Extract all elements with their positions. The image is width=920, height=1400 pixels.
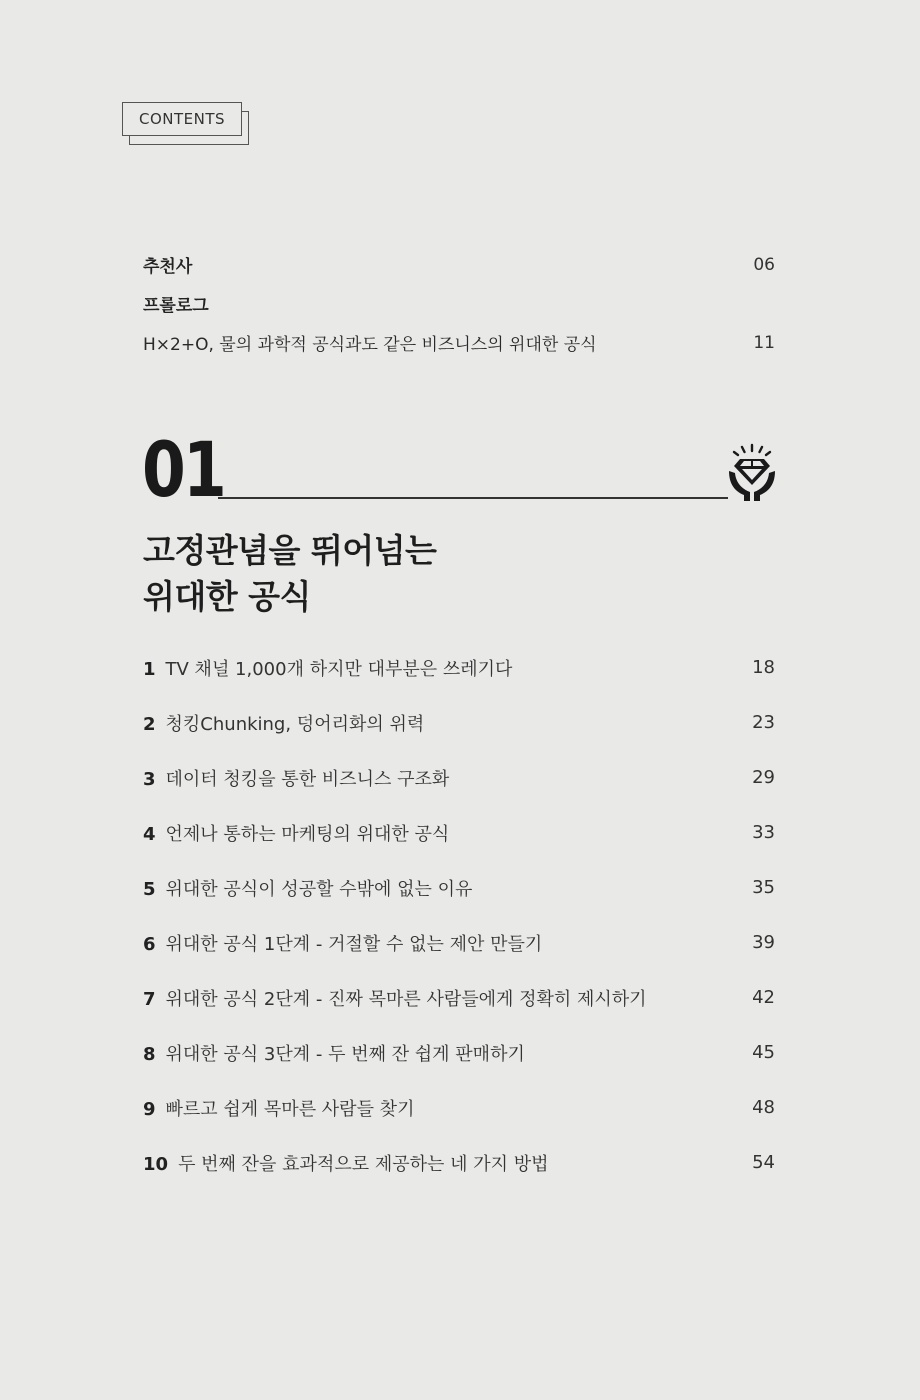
toc-item-number: 4 [143, 823, 156, 845]
toc-item-label: 위대한 공식 1단계 - 거절할 수 없는 제안 만들기 [165, 933, 543, 955]
toc-item-number: 7 [143, 988, 156, 1010]
chapter-title-line: 고정관념을 뛰어넘는 [143, 531, 437, 570]
toc-item-page: 29 [752, 767, 775, 788]
toc-list [143, 640, 775, 1190]
front-matter-title: 추천사 [143, 257, 193, 277]
toc-item-number: 8 [143, 1043, 156, 1065]
toc-item-label: TV 채널 1,000개 하지만 대부분은 쓰레기다 [165, 658, 513, 680]
toc-item-label: 두 번째 잔을 효과적으로 제공하는 네 가지 방법 [178, 1153, 549, 1175]
toc-item-number: 10 [143, 1153, 169, 1175]
toc-item-number: 1 [143, 658, 156, 680]
chapter-number: 01 [142, 425, 225, 514]
toc-item-label: 데이터 청킹을 통한 비즈니스 구조화 [165, 768, 450, 790]
chapter-divider [218, 497, 728, 499]
toc-item-page: 35 [752, 877, 775, 898]
toc-item-label: 청킹Chunking, 덩어리화의 위력 [165, 713, 425, 735]
toc-item-label: 언제나 통하는 마케팅의 위대한 공식 [165, 823, 450, 845]
front-matter-title: H×2+O, 물의 과학적 공식과도 같은 비즈니스의 위대한 공식 [143, 335, 597, 355]
toc-item-label: 빠르고 쉽게 목마른 사람들 찾기 [165, 1098, 415, 1120]
toc-item-page: 39 [752, 932, 775, 953]
toc-item-page: 33 [752, 822, 775, 843]
toc-item[interactable] [143, 750, 775, 805]
toc-item-page: 45 [752, 1042, 775, 1063]
toc-item-page: 42 [752, 987, 775, 1008]
toc-item-number: 6 [143, 933, 156, 955]
front-matter-title: 프롤로그 [143, 296, 209, 316]
toc-item[interactable] [143, 1135, 775, 1190]
toc-item-page: 23 [752, 712, 775, 733]
toc-item[interactable] [143, 1080, 775, 1135]
toc-item-page: 48 [752, 1097, 775, 1118]
toc-item-number: 2 [143, 713, 156, 735]
toc-item-number: 3 [143, 768, 156, 790]
toc-item-label: 위대한 공식 2단계 - 진짜 목마른 사람들에게 정확히 제시하기 [165, 988, 647, 1010]
toc-item[interactable] [143, 915, 775, 970]
toc-item-label: 위대한 공식 3단계 - 두 번째 잔 쉽게 판매하기 [165, 1043, 525, 1065]
front-matter-item[interactable] [143, 284, 775, 323]
toc-item-number: 5 [143, 878, 156, 900]
toc-item[interactable] [143, 805, 775, 860]
front-matter-item[interactable] [143, 323, 775, 362]
toc-item[interactable] [143, 970, 775, 1025]
front-matter-list [143, 245, 775, 362]
diamond-in-hands-icon [726, 443, 778, 503]
chapter-title-line: 위대한 공식 [143, 577, 311, 616]
chapter-title [143, 528, 436, 620]
badge-label: CONTENTS [122, 102, 242, 136]
toc-item[interactable] [143, 860, 775, 915]
front-matter-item[interactable] [143, 245, 775, 284]
toc-item[interactable] [143, 695, 775, 750]
toc-item-number: 9 [143, 1098, 156, 1120]
toc-item-page: 54 [752, 1152, 775, 1173]
toc-item[interactable] [143, 640, 775, 695]
toc-item[interactable] [143, 1025, 775, 1080]
toc-item-page: 18 [752, 657, 775, 678]
toc-item-label: 위대한 공식이 성공할 수밖에 없는 이유 [165, 878, 473, 900]
contents-badge [122, 102, 244, 138]
front-matter-page: 06 [753, 254, 775, 275]
front-matter-page: 11 [753, 332, 775, 353]
